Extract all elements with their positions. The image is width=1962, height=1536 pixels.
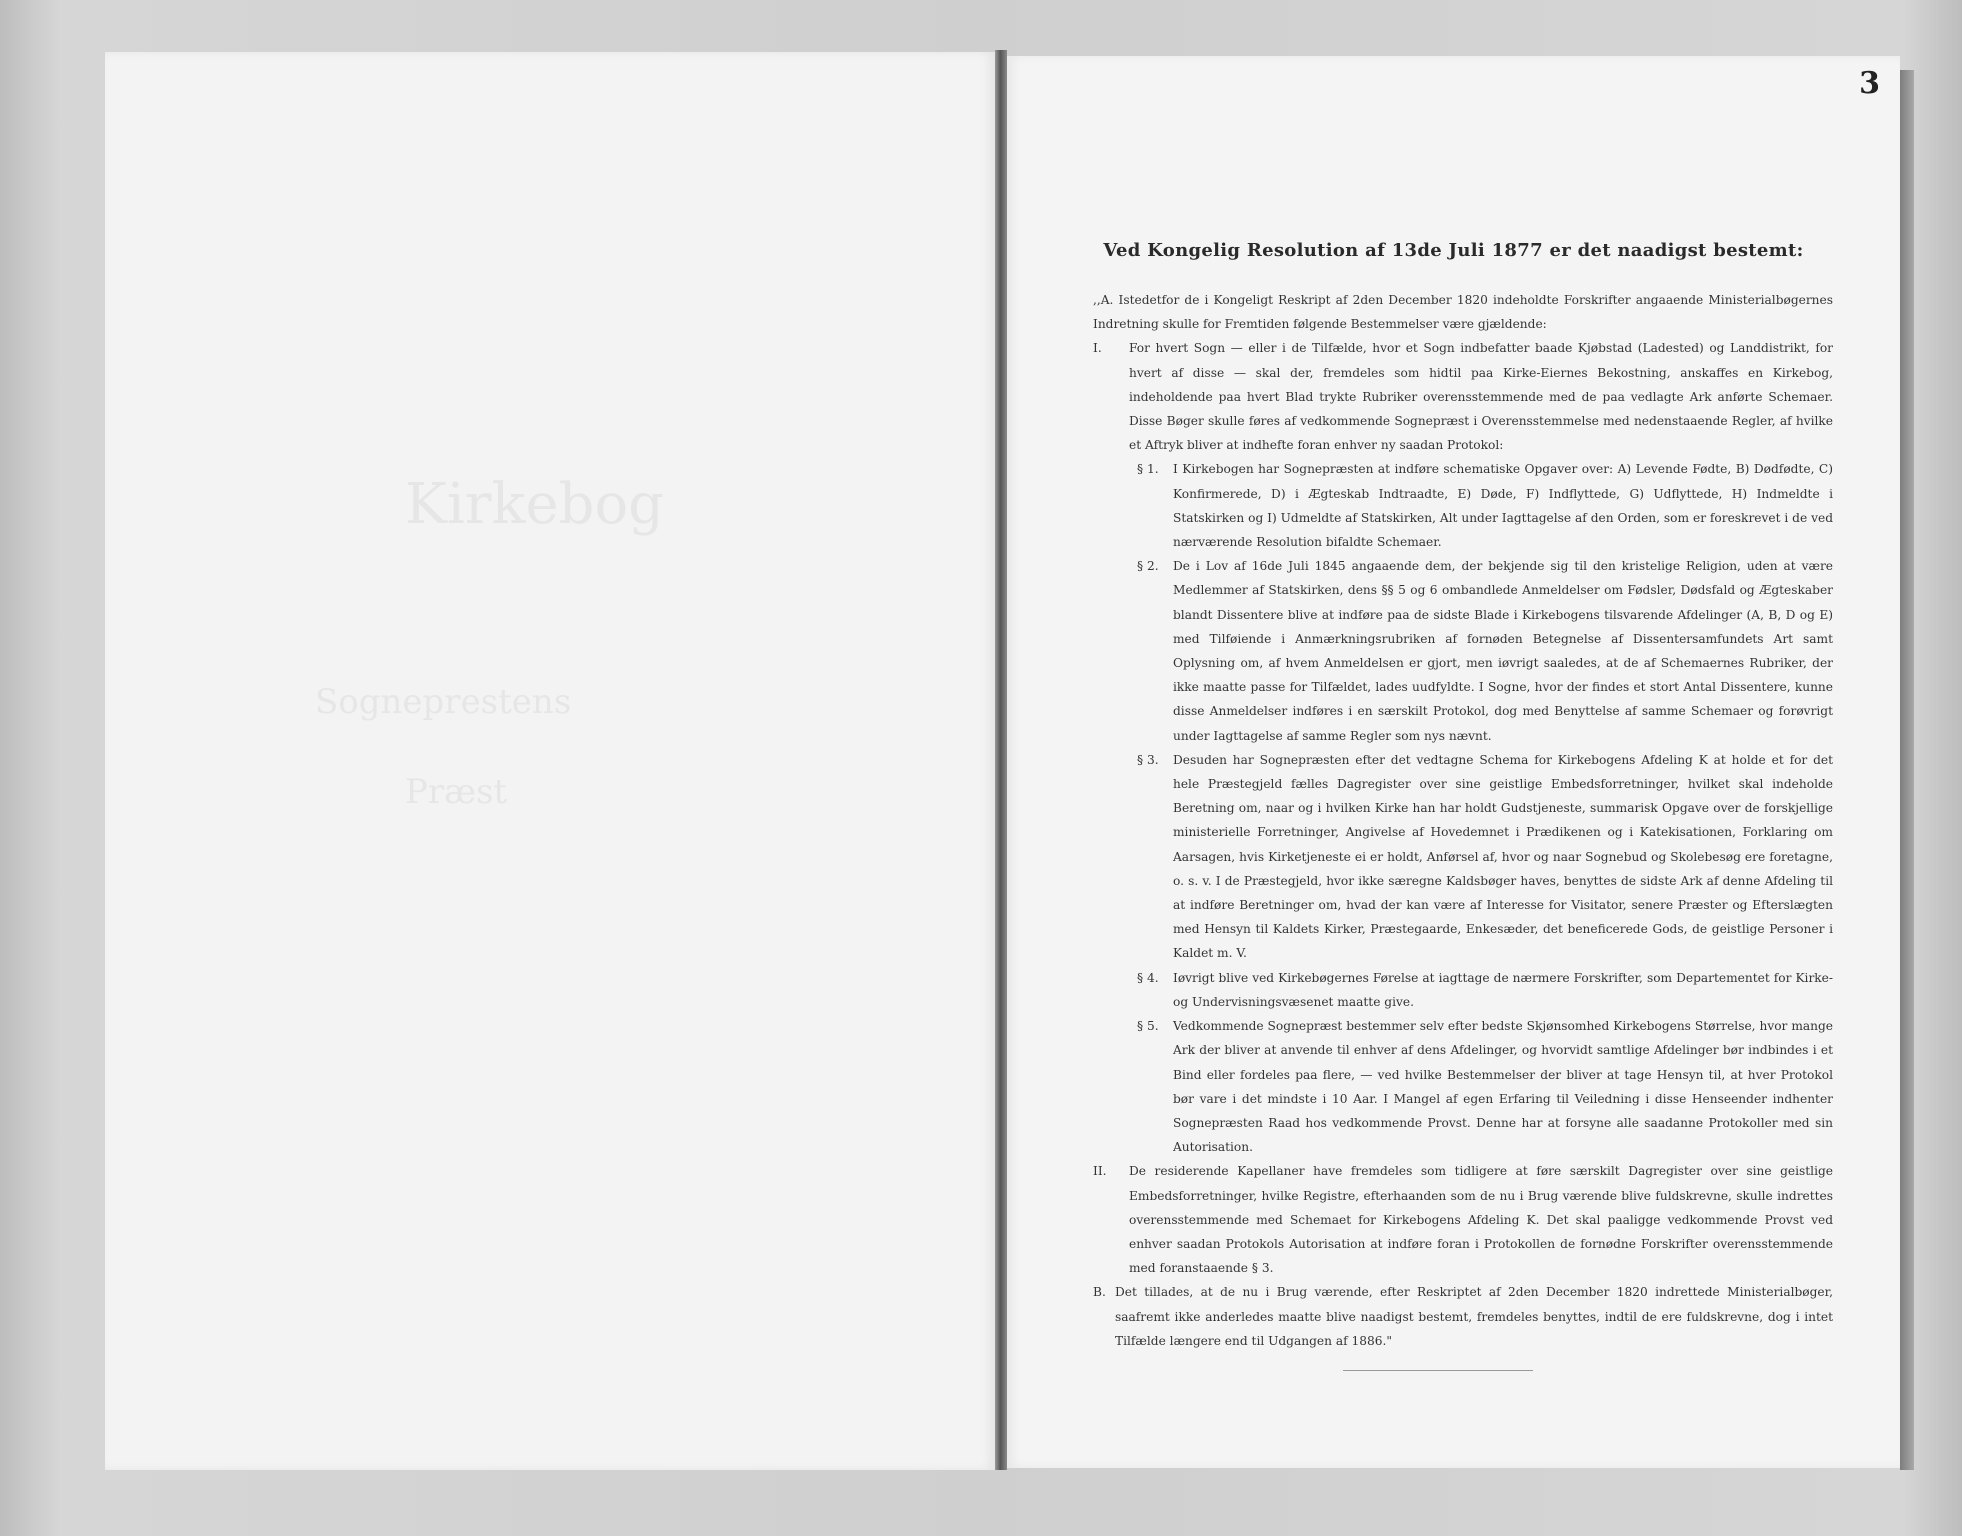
paragraph-text: I Kirkebogen har Sognepræsten at indføre schematiske Opgaver over: A) Levende Fødte, B) Dødfødte, C) Konfirmerede, D) i Ægteskab Indtraadte, E) Døde, F) Indflyttede, G) Udflyttede, H) Indmeldte i Statskirken og I) Udmeldte af Statskirken, Alt under Iagttagelse af den Orden, som er foreskrevet i de ved nærværende Resolution bifaldte Schemaer. bbox=[1173, 462, 1833, 550]
paragraph-5 bbox=[1093, 1014, 1833, 1159]
paragraph-text: Desuden har Sognepræsten efter det vedtagne Schema for Kirkebogens Afdeling K at holde et for det hele Præstegjeld fælles Dagregister over sine geistlige Embedsforretninger, hvilket skal indeholde Beretning om, naar og i hvilken Kirke han har holdt Gudstjeneste, summarisk Opgave over de forskjellige ministerielle Forretninger, Angivelse af Hovedemnet i Prædikenen og i Katekisationen, Forklaring om Aarsagen, hvis Kirketjeneste ei er holdt, Anførsel af, hvor og naar Sognebud og Skolebesøg ere foretagne, o. s. v. I de Præstegjeld, hvor ikke særegne Kaldsbøger haves, benyttes de sidste Ark af denne Afdeling til at indføre Beretninger om, hvad der kan være af Interesse for Visitator, senere Præster og Efterslægten med Hensyn til Kaldets Kirker, Præstegaarde, Enkesæder, det beneficerede Gods, de geistlige Personer i Kaldet m. V. bbox=[1173, 752, 1833, 961]
paragraph-4 bbox=[1093, 966, 1833, 1014]
paragraph-1 bbox=[1093, 457, 1833, 554]
paragraph-3 bbox=[1093, 748, 1833, 966]
page-heading: Ved Kongelig Resolution af 13de Juli 1877 er det naadigst bestemt: bbox=[1103, 240, 1804, 261]
section-ii bbox=[1093, 1159, 1833, 1280]
section-text: Det tillades, at de nu i Brug værende, efter Reskriptet af 2den December 1820 indrettede Ministerialbøger, saafremt ikke anderledes maatte blive naadigst bestemt, fremdeles benyttes, indtil de ere fuldskrevne, dog i intet Tilfælde længere end til Udgangen af 1886." bbox=[1115, 1285, 1833, 1348]
paragraph-text: De i Lov af 16de Juli 1845 angaaende dem, der bekjende sig til den kristelige Religion, uden at være Medlemmer af Statskirken, dens §§ 5 og 6 ombandlede Anmeldelser om Fødsler, Dødsfald og Ægteskaber blandt Dissentere blive at indføre paa de sidste Blade i Kirkebogens tilsvarende Afdelinger (A, B, D og E) med Tilføiende i Anmærkningsrubriken af fornøden Betegnelse af Dissentersamfundets Art samt Oplysning om, af hvem Anmeldelsen er gjort, men iøvrigt saaledes, at de af Schemaernes Rubriker, der ikke maatte passe for Tilfældet, lades uudfyldte. I Sogne, hvor der findes et stort Antal Dissentere, kunne disse Anmeldelser indføres i en særskilt Protokol, dog med Benyttelse af samme Schemaer og forøvrigt under Iagttagelse af samme Regler som nys nævnt. bbox=[1173, 559, 1833, 743]
paragraph-label: § 2. bbox=[1137, 559, 1159, 574]
section-label: B. bbox=[1093, 1285, 1106, 1300]
paragraph-2 bbox=[1093, 554, 1833, 748]
paragraph-text: Iøvrigt blive ved Kirkebøgernes Førelse at iagttage de nærmere Forskrifter, som Departementet for Kirke- og Undervisningsvæsenet maatte give. bbox=[1173, 970, 1833, 1009]
paragraph-label: § 1. bbox=[1137, 462, 1159, 477]
ghost-title: Kirkebog bbox=[405, 472, 664, 537]
closing-rule bbox=[1343, 1370, 1533, 1371]
ghost-subtitle: Sogneprestens bbox=[315, 682, 572, 722]
paragraph-text: Vedkommende Sognepræst bestemmer selv efter bedste Skjønsomhed Kirkebogens Størrelse, hvor mange Ark der bliver at anvende til enhver af dens Afdelinger, og hvorvidt samtlige Afdelinger bør indbindes i et Bind eller fordeles paa flere, — ved hvilke Bestemmelser der bliver at tage Hensyn til, at hver Protokol bør vare i det mindste i 10 Aar. I Mangel af egen Erfaring til Veiledning i disse Henseender indhenter Sognepræsten Raad hos vedkommende Provst. Denne har at forsyne alle saadanne Protokoller med sin Autorisation. bbox=[1173, 1019, 1833, 1155]
book-gutter bbox=[995, 50, 1007, 1470]
left-page bbox=[105, 52, 995, 1470]
section-i bbox=[1093, 336, 1833, 457]
paragraph-label: § 4. bbox=[1137, 970, 1159, 985]
section-label: II. bbox=[1093, 1164, 1107, 1179]
section-text: De residerende Kapellaner have fremdeles som tidligere at føre særskilt Dagregister over sine geistlige Embedsforretninger, hvilke Registre, efterhaanden som de nu i Brug værende blive fuldskrevne, skulle indrettes overensstemmende med Schemaet for Kirkebogens Afdeling K. Det skal paaligge vedkommende Provst ved enhver saadan Protokols Autorisation at indføre foran i Protokollen de fornødne Forskrifter overensstemmende med foranstaaende § 3. bbox=[1129, 1164, 1833, 1276]
section-label: I. bbox=[1093, 341, 1102, 356]
resolution-text bbox=[1093, 288, 1833, 1353]
ghost-line: Præst bbox=[405, 772, 508, 812]
page-number: 3 bbox=[1859, 66, 1880, 101]
section-text: For hvert Sogn — eller i de Tilfælde, hvor et Sogn indbefatter baade Kjøbstad (Ladested) og Landdistrikt, for hvert af disse — skal der, fremdeles som hidtil paa Kirke-Eiernes Bekostning, anskaffes en Kirkebog, indeholdende paa hvert Blad trykte Rubriker overensstemmende med de paa vedlagte Ark anførte Schemaer. Disse Bøger skulle føres af vedkommende Sognepræst i Overensstemmelse med nedenstaaende Regler, af hvilke et Aftryk bliver at indhefte foran enhver ny saadan Protokol: bbox=[1129, 341, 1833, 453]
right-page bbox=[1007, 56, 1900, 1468]
page-edge bbox=[1900, 70, 1914, 1470]
section-b bbox=[1093, 1280, 1833, 1353]
intro-paragraph: ,,A. Istedetfor de i Kongeligt Reskript af 2den December 1820 indeholdte Forskrifter angaaende Ministerialbøgernes Indretning skulle for Fremtiden følgende Bestemmelser være gjældende: bbox=[1093, 293, 1833, 332]
paragraph-label: § 5. bbox=[1137, 1019, 1159, 1034]
paragraph-label: § 3. bbox=[1137, 752, 1159, 767]
